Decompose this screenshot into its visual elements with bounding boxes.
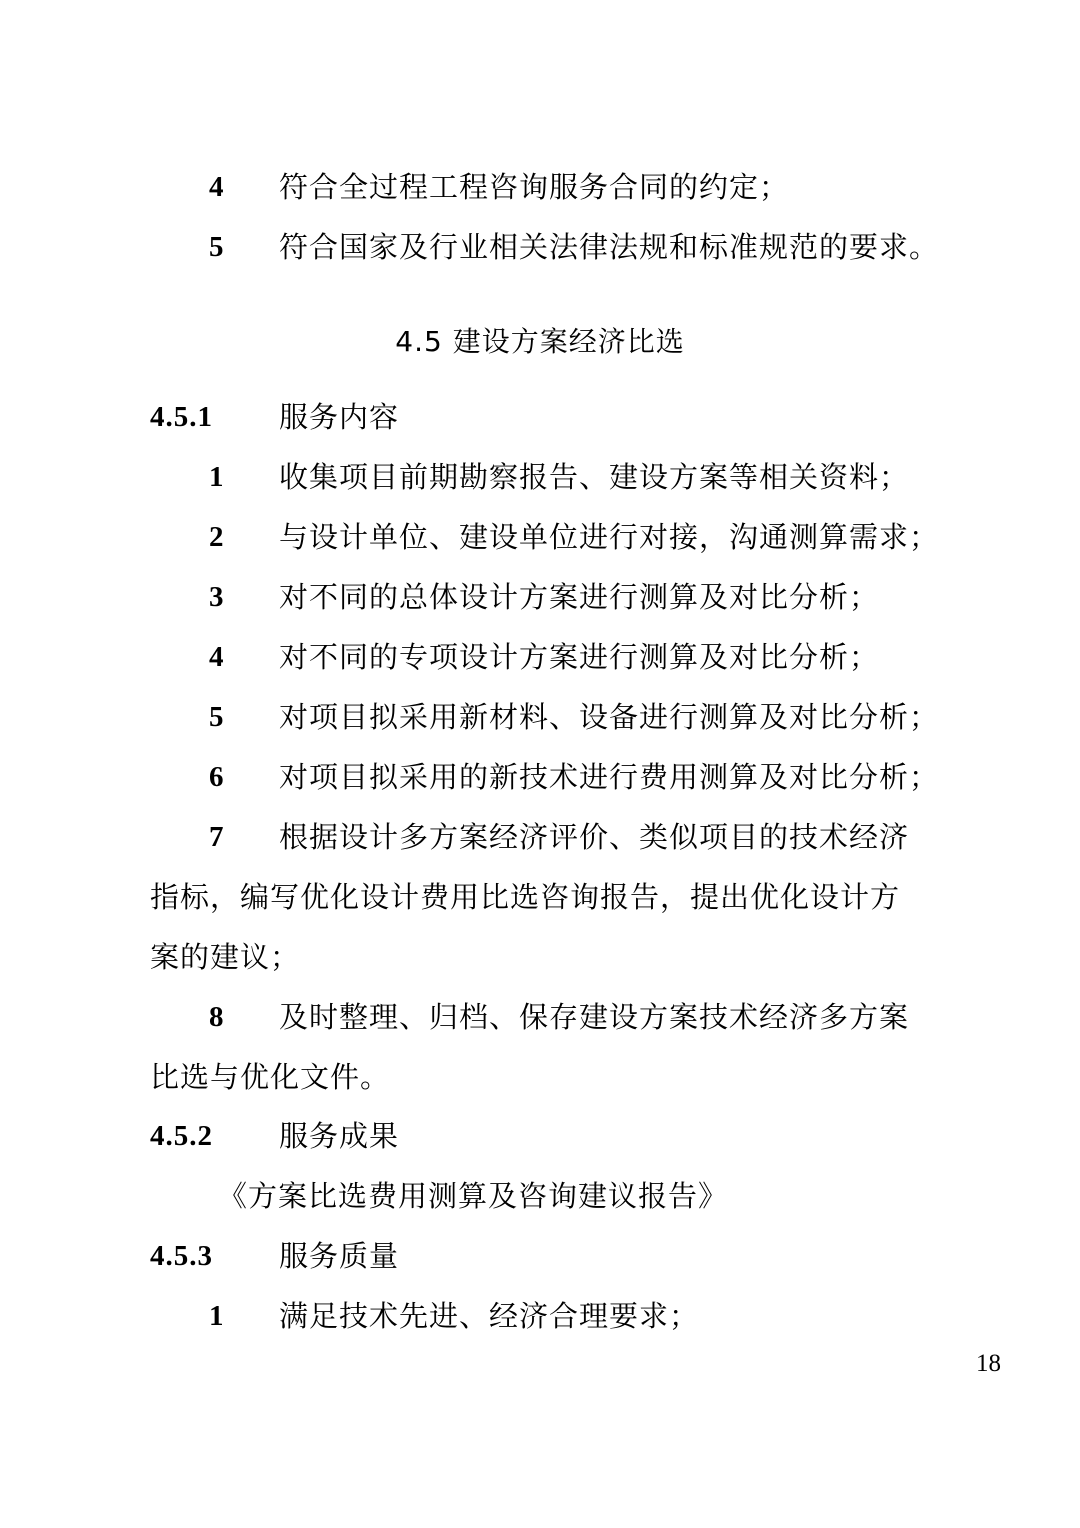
item-text: 对不同的总体设计方案进行测算及对比分析； xyxy=(279,580,880,614)
item-text: 对不同的专项设计方案进行测算及对比分析； xyxy=(279,640,880,674)
subsection-header xyxy=(0,387,1080,447)
list-item-continuation xyxy=(0,927,1080,987)
item-text: 根据设计多方案经济评价、类似项目的技术经济 xyxy=(279,820,910,854)
deliverable-title: 《方案比选费用测算及咨询建议报告》 xyxy=(218,1179,729,1213)
subsection-title: 服务内容 xyxy=(279,400,400,434)
page-number: 18 xyxy=(976,1350,1001,1377)
item-text: 符合全过程工程咨询服务合同的约定； xyxy=(279,170,790,204)
item-number: 8 xyxy=(209,1001,224,1033)
item-number: 4 xyxy=(209,641,224,673)
list-item-continuation xyxy=(0,867,1080,927)
subsection-title: 服务质量 xyxy=(279,1239,400,1273)
list-item xyxy=(0,507,1080,567)
section-heading: 4.5 建设方案经济比选 xyxy=(395,325,685,358)
list-item xyxy=(0,447,1080,507)
subsection-title: 服务成果 xyxy=(279,1119,400,1153)
list-item xyxy=(0,747,1080,807)
list-item-continuation xyxy=(0,1047,1080,1107)
item-number: 1 xyxy=(209,461,224,493)
item-number: 6 xyxy=(209,761,224,793)
item-text-continuation: 指标，编写优化设计费用比选咨询报告，提出优化设计方 xyxy=(150,880,901,914)
item-number: 5 xyxy=(209,231,224,263)
subsection-header xyxy=(0,1226,1080,1286)
subsection-number: 4.5.1 xyxy=(150,401,213,433)
list-item xyxy=(0,687,1080,747)
item-text-continuation: 比选与优化文件。 xyxy=(150,1060,391,1094)
list-item xyxy=(0,157,1080,217)
list-item xyxy=(0,627,1080,687)
item-text: 与设计单位、建设单位进行对接，沟通测算需求； xyxy=(279,520,940,554)
item-number: 7 xyxy=(209,821,224,853)
item-text: 满足技术先进、经济合理要求； xyxy=(279,1299,700,1333)
item-number: 4 xyxy=(209,171,224,203)
list-item xyxy=(0,217,1080,277)
section-heading-row xyxy=(0,312,1080,372)
list-item xyxy=(0,987,1080,1047)
item-text: 及时整理、归档、保存建设方案技术经济多方案 xyxy=(279,1000,910,1034)
subsection-number: 4.5.3 xyxy=(150,1240,213,1272)
item-text: 收集项目前期勘察报告、建设方案等相关资料； xyxy=(279,460,910,494)
item-text: 对项目拟采用新材料、设备进行测算及对比分析； xyxy=(279,700,940,734)
item-number: 1 xyxy=(209,1300,224,1332)
list-item xyxy=(0,807,1080,867)
item-number: 5 xyxy=(209,701,224,733)
item-text: 对项目拟采用的新技术进行费用测算及对比分析； xyxy=(279,760,940,794)
deliverable-row xyxy=(0,1166,1080,1226)
item-number: 3 xyxy=(209,581,224,613)
item-number: 2 xyxy=(209,521,224,553)
item-text: 符合国家及行业相关法律法规和标准规范的要求。 xyxy=(279,230,940,264)
item-text-continuation: 案的建议； xyxy=(150,940,301,974)
list-item xyxy=(0,567,1080,627)
list-item xyxy=(0,1286,1080,1346)
subsection-header xyxy=(0,1106,1080,1166)
subsection-number: 4.5.2 xyxy=(150,1120,213,1152)
